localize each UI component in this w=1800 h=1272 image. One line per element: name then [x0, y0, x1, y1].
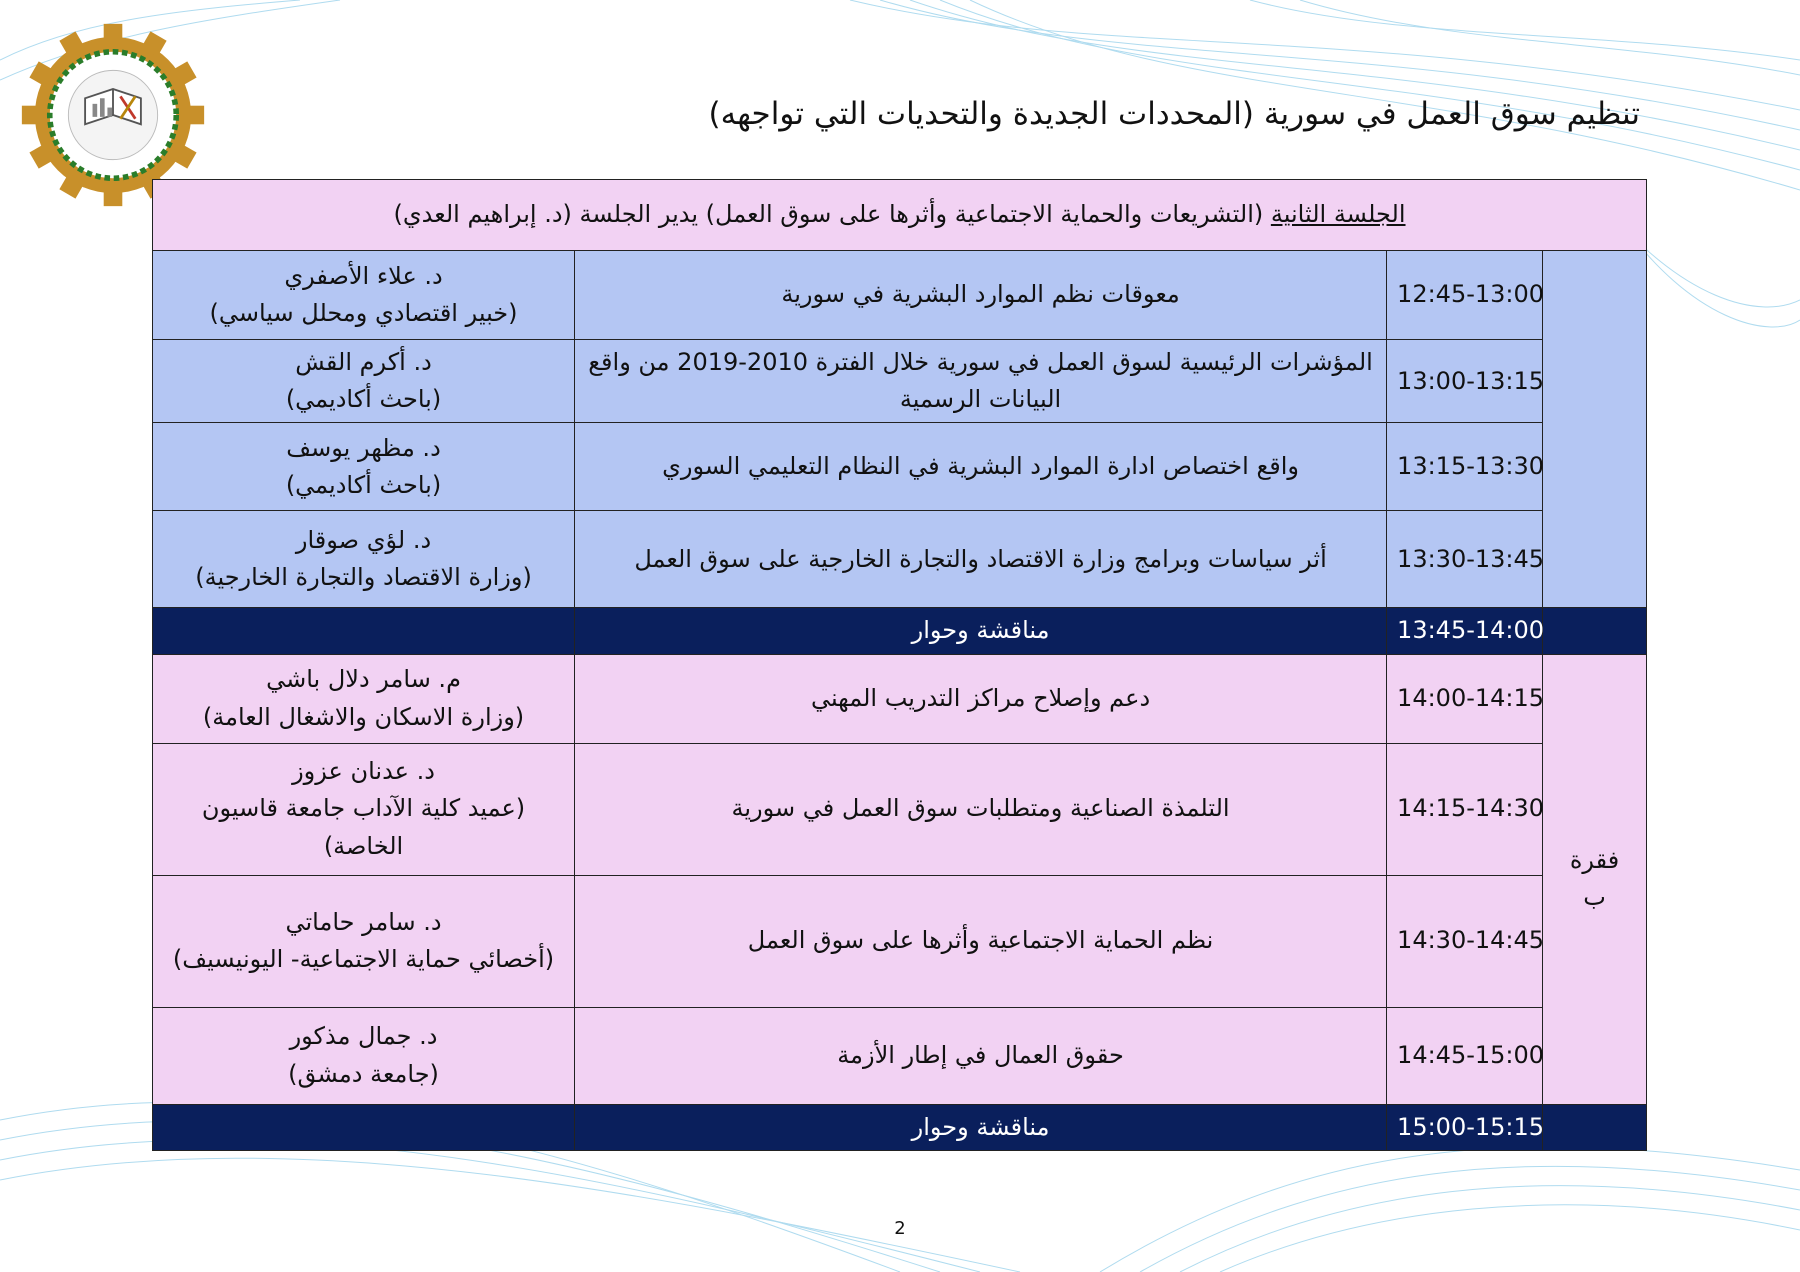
document-title: تنظيم سوق العمل في سورية (المحددات الجديدة والتحديات التي تواجهه): [708, 96, 1640, 132]
segment-b-cell: فقرة ب: [1543, 654, 1647, 1104]
topic-cell: مناقشة وحوار: [575, 1104, 1387, 1150]
discussion-row: [153, 608, 1647, 654]
speaker-cell: [153, 1007, 575, 1104]
time-cell: 13:45-14:00: [1387, 608, 1543, 654]
table-row: [153, 654, 1647, 743]
speaker-cell: [153, 251, 575, 340]
speaker-role: (وزارة الاقتصاد والتجارة الخارجية): [195, 563, 532, 592]
time-cell: 13:15-13:30: [1387, 423, 1543, 511]
topic-cell: واقع اختصاص ادارة الموارد البشرية في النظام التعليمي السوري: [575, 423, 1387, 511]
topic-cell: حقوق العمال في إطار الأزمة: [575, 1007, 1387, 1104]
speaker-cell: [153, 340, 575, 423]
topic-cell: أثر سياسات وبرامج وزارة الاقتصاد والتجارة الخارجية على سوق العمل: [575, 511, 1387, 608]
speaker-role: (خبير اقتصادي ومحلل سياسي): [209, 299, 518, 327]
topic-cell: دعم وإصلاح مراكز التدريب المهني: [575, 654, 1387, 743]
time-cell: 13:00-13:15: [1387, 340, 1543, 423]
discussion-row: [153, 1104, 1647, 1150]
speaker-cell: [153, 511, 575, 608]
table-row: [153, 340, 1647, 423]
table-row: [153, 423, 1647, 511]
segment-a-cell: [1543, 251, 1647, 608]
speaker-empty-cell: [153, 1104, 575, 1150]
speaker-name: د. علاء الأصفري: [284, 261, 443, 290]
table-row: [153, 875, 1647, 1007]
table-row: [153, 743, 1647, 875]
session-label: الجلسة الثانية: [1270, 200, 1406, 229]
time-cell: 15:00-15:15: [1387, 1104, 1543, 1150]
speaker-role: (باحث أكاديمي): [285, 470, 442, 499]
time-cell: 14:00-14:15: [1387, 654, 1543, 743]
speaker-name: د. سامر حاماتي: [285, 907, 442, 936]
speaker-role: (أخصائي حماية الاجتماعية- اليونيسيف): [172, 945, 555, 974]
speaker-name: د. عدنان عزوز: [292, 757, 435, 786]
speaker-role: (باحث أكاديمي): [285, 385, 442, 414]
time-cell: 13:30-13:45: [1387, 511, 1543, 608]
time-cell: 14:30-14:45: [1387, 875, 1543, 1007]
speaker-cell: [153, 743, 575, 875]
speaker-cell: [153, 875, 575, 1007]
topic-cell: مناقشة وحوار: [575, 608, 1387, 654]
session-description: (التشريعات والحماية الاجتماعية وأثرها على سوق العمل) يدير الجلسة (د. إبراهيم العدي): [393, 200, 1271, 229]
table-row: [153, 251, 1647, 340]
session-header-row: [153, 180, 1647, 251]
table-row: [153, 511, 1647, 608]
speaker-role: (وزارة الاسكان والاشغال العامة): [202, 702, 525, 731]
segment-empty-cell: [1543, 1104, 1647, 1150]
session-header-cell: [153, 180, 1647, 251]
speaker-name: د. جمال مذكور: [289, 1022, 438, 1051]
topic-cell: المؤشرات الرئيسية لسوق العمل في سورية خلال الفترة 2010-2019 من واقع البيانات الرسمية: [575, 340, 1387, 423]
speaker-role: (جامعة دمشق): [288, 1059, 439, 1088]
session-agenda-table: [152, 179, 1647, 1151]
speaker-name: د. لؤي صوقار: [295, 526, 432, 555]
time-cell: 14:45-15:00: [1387, 1007, 1543, 1104]
page-number: 2: [894, 1218, 906, 1239]
speaker-name: م. سامر دلال باشي: [266, 665, 461, 694]
speaker-name: د. مظهر يوسف: [286, 433, 441, 462]
time-cell: 14:15-14:30: [1387, 743, 1543, 875]
speaker-cell: [153, 423, 575, 511]
topic-cell: التلمذة الصناعية ومتطلبات سوق العمل في سورية: [575, 743, 1387, 875]
speaker-name: د. أكرم القش: [295, 348, 432, 376]
segment-empty-cell: [1543, 608, 1647, 654]
speaker-role: (عميد كلية الآداب جامعة قاسيون الخاصة): [201, 794, 526, 860]
topic-cell: معوقات نظم الموارد البشرية في سورية: [575, 251, 1387, 340]
speaker-cell: [153, 654, 575, 743]
time-cell: 12:45-13:00: [1387, 251, 1543, 340]
topic-cell: نظم الحماية الاجتماعية وأثرها على سوق العمل: [575, 875, 1387, 1007]
table-row: [153, 1007, 1647, 1104]
speaker-empty-cell: [153, 608, 575, 654]
